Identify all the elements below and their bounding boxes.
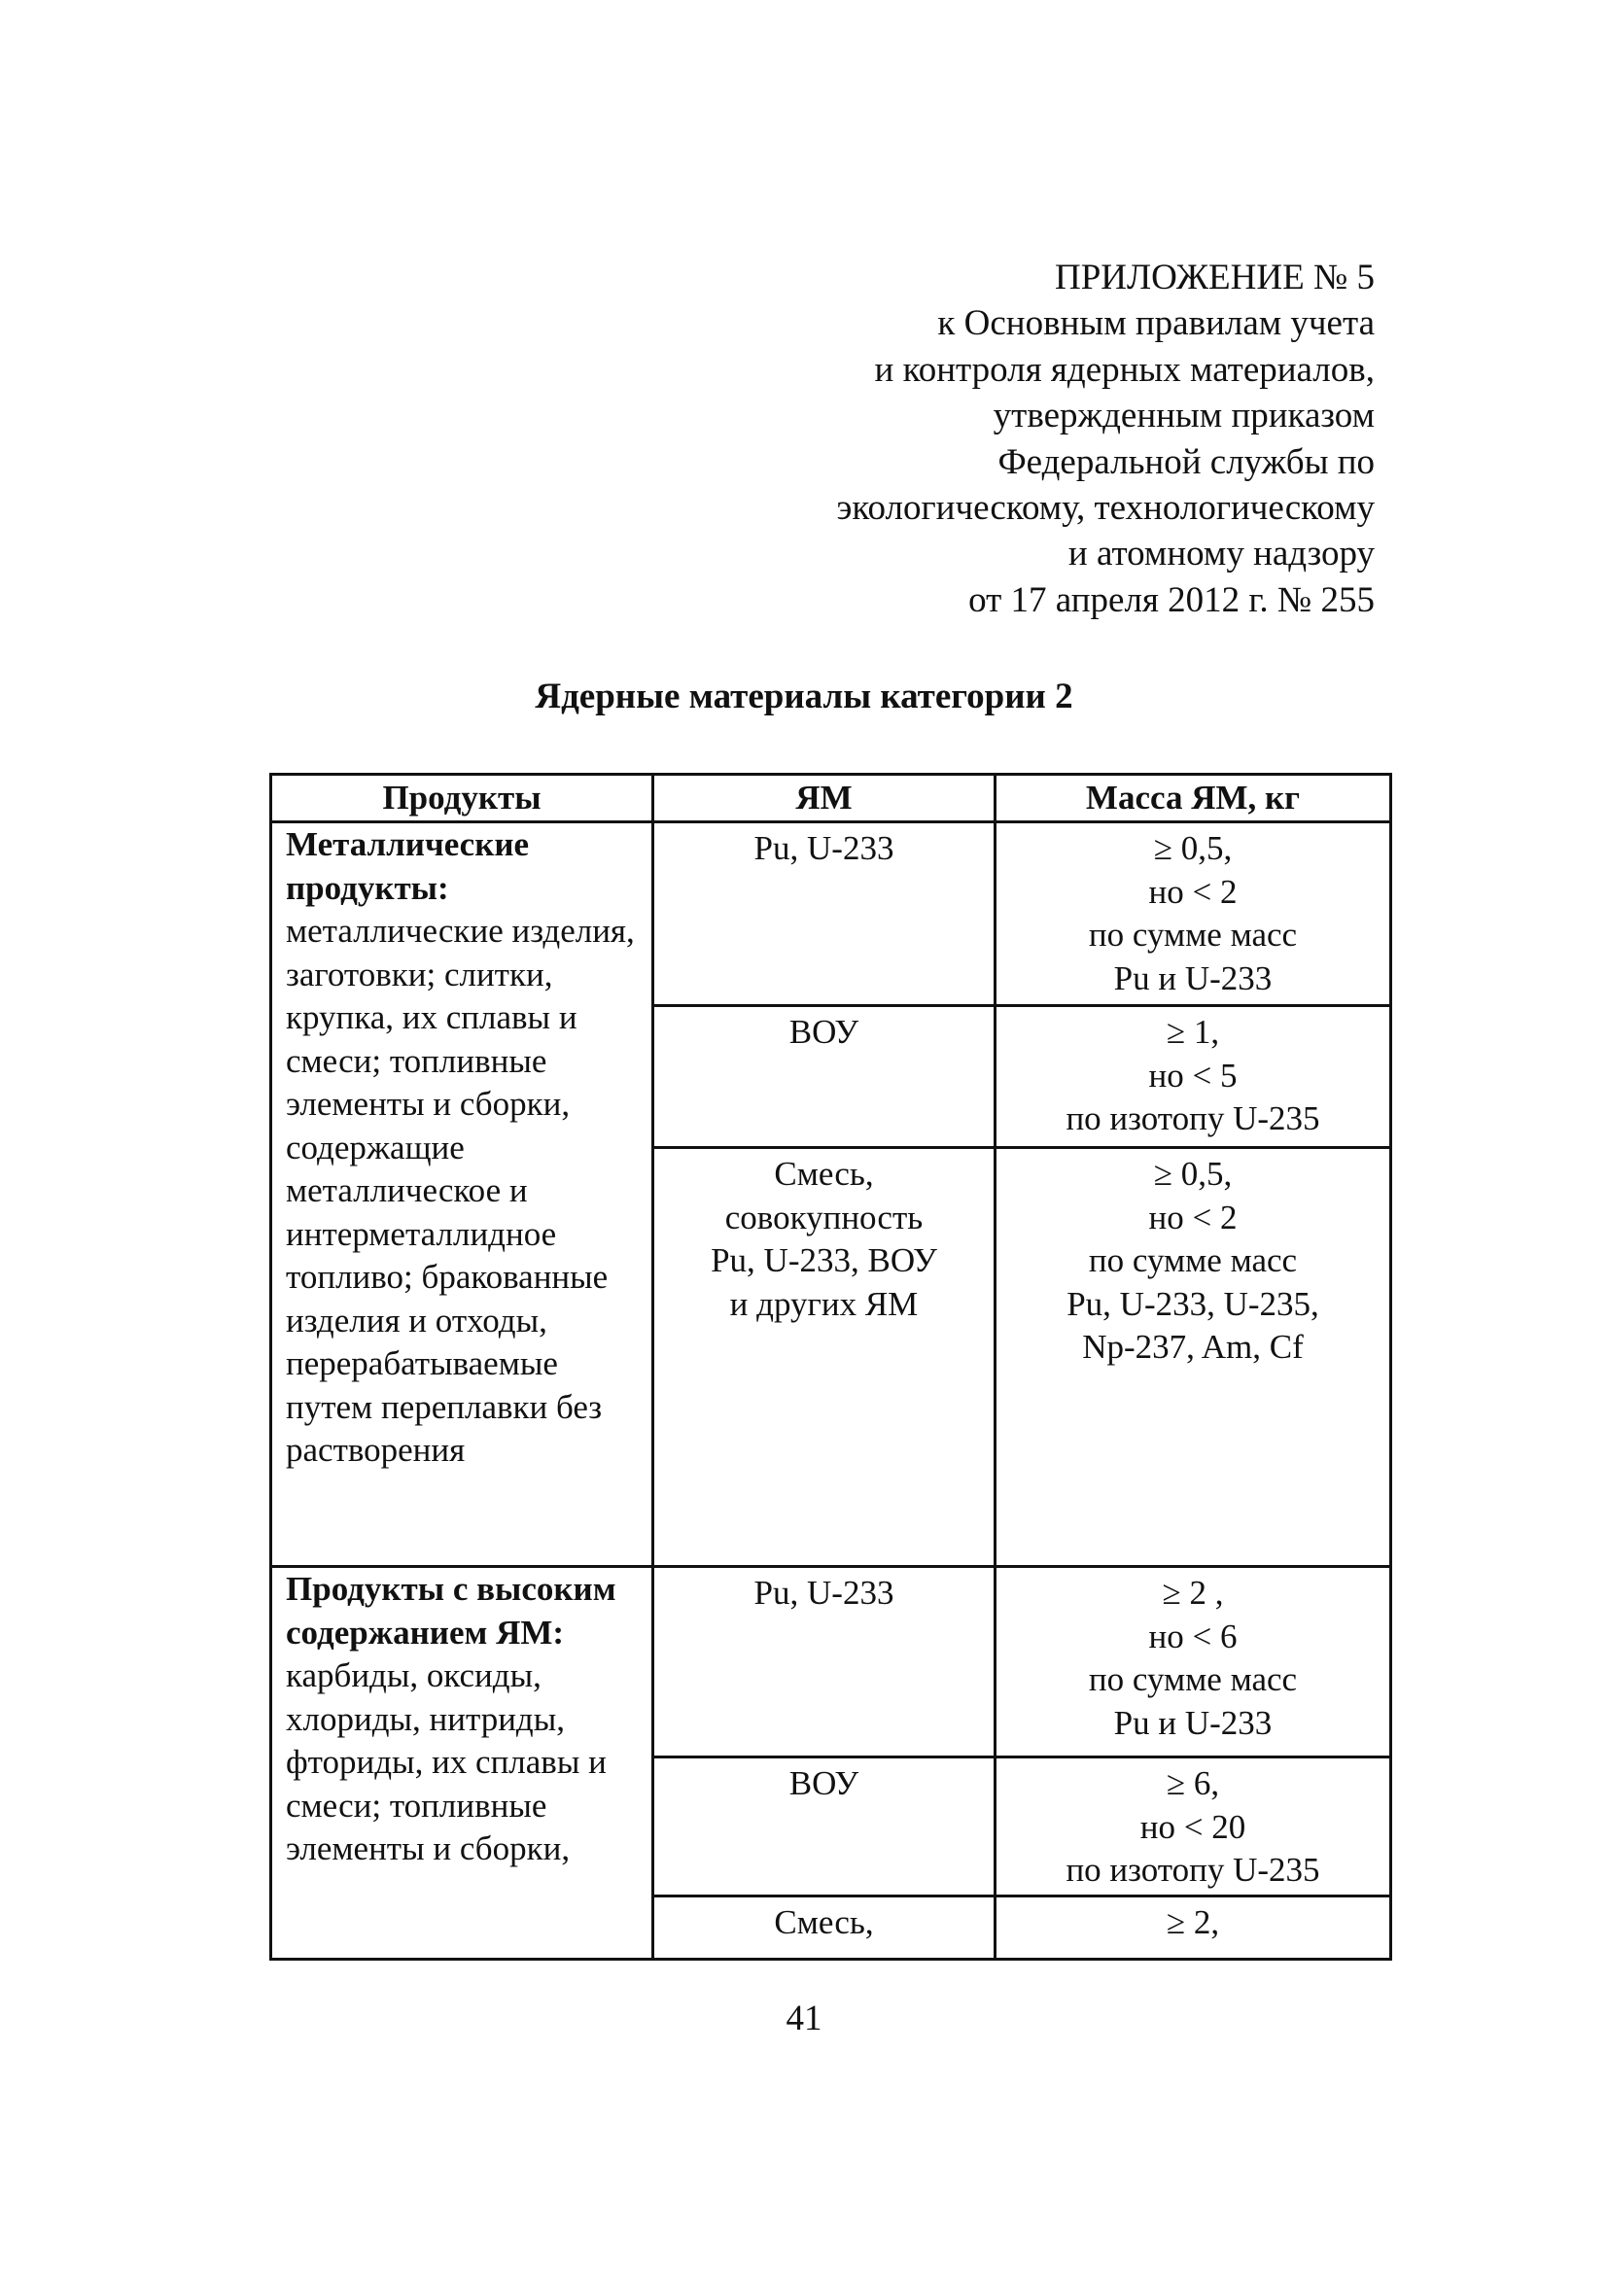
product-group-cell — [271, 822, 653, 1567]
mass-line: ≥ 0,5, — [1153, 1155, 1233, 1193]
page-number: 41 — [786, 1999, 822, 2038]
appendix-line: к Основным правилам учета — [937, 303, 1375, 344]
mass-line: по сумме масс — [1088, 916, 1298, 954]
table-row — [271, 822, 1391, 1006]
mass-line: Pu, U-233, U-235, — [1066, 1284, 1319, 1323]
mass-line: ≥ 2 , — [1162, 1574, 1224, 1612]
page-title: Ядерные материалы категории 2 — [535, 677, 1073, 716]
appendix-line: утвержденным приказом — [993, 396, 1375, 436]
ym-line: Смесь, — [774, 1155, 874, 1193]
mass-cell — [996, 1006, 1391, 1148]
mass-cell — [996, 1567, 1391, 1757]
mass-cell — [996, 1896, 1391, 1959]
ym-line: Pu, U-233 — [753, 1574, 894, 1612]
mass-line: но < 2 — [1148, 1198, 1238, 1236]
ym-cell — [653, 1896, 996, 1959]
mass-line: Pu и U-233 — [1113, 958, 1273, 997]
mass-line: Pu и U-233 — [1113, 1703, 1273, 1742]
product-group-cell — [271, 1567, 653, 1960]
column-header-mass: Масса ЯМ, кг — [996, 775, 1391, 822]
ym-cell — [653, 1567, 996, 1757]
mass-line: ≥ 6, — [1166, 1764, 1220, 1802]
mass-line: Np-237, Am, Cf — [1082, 1328, 1304, 1366]
appendix-line: от 17 апреля 2012 г. № 255 — [968, 579, 1375, 620]
product-group-title: Металлические продукты: — [286, 825, 530, 907]
mass-cell — [996, 1757, 1391, 1896]
mass-line: по изотопу U-235 — [1066, 1099, 1320, 1137]
mass-line: но < 5 — [1148, 1056, 1238, 1095]
ym-line: совокупность — [724, 1198, 924, 1236]
mass-line: по сумме масс — [1088, 1660, 1298, 1698]
table-header-row — [271, 775, 1391, 822]
ym-line: Pu, U-233 — [753, 829, 894, 867]
ym-line: ВОУ — [788, 1764, 859, 1802]
ym-line: ВОУ — [788, 1013, 859, 1051]
mass-line: ≥ 2, — [1166, 1902, 1220, 1941]
appendix-line: и контроля ядерных материалов, — [874, 349, 1375, 390]
mass-line: но < 6 — [1148, 1617, 1238, 1655]
mass-line: но < 2 — [1148, 872, 1238, 911]
appendix-header — [837, 255, 1375, 623]
ym-cell — [653, 1006, 996, 1148]
mass-line: по изотопу U-235 — [1066, 1851, 1320, 1889]
product-group-title: Продукты с высоким содержанием ЯМ: — [286, 1570, 616, 1652]
ym-line: и других ЯМ — [729, 1284, 919, 1323]
mass-cell — [996, 1148, 1391, 1567]
mass-line: ≥ 0,5, — [1153, 829, 1233, 867]
ym-line: Pu, U-233, ВОУ — [711, 1241, 937, 1279]
column-header-products: Продукты — [271, 775, 653, 822]
appendix-line: ПРИЛОЖЕНИЕ № 5 — [1054, 258, 1375, 297]
mass-line: ≥ 1, — [1166, 1013, 1220, 1051]
ym-cell — [653, 822, 996, 1006]
product-group-description: карбиды, оксиды, хлориды, нитриды, фториды, их сплавы и смеси; топливные элементы и сборки, — [286, 1656, 607, 1867]
appendix-line: экологическому, технологическому — [836, 488, 1375, 529]
mass-line: по сумме масс — [1088, 1241, 1298, 1279]
ym-cell — [653, 1757, 996, 1896]
column-header-ym: ЯМ — [653, 775, 996, 822]
ym-line: Смесь, — [774, 1902, 874, 1941]
mass-cell — [996, 822, 1391, 1006]
ym-cell — [653, 1148, 996, 1567]
product-group-description: металлические изделия, заготовки; слитки, крупка, их сплавы и смеси; топливные элементы и сборки, содержащие металлическое и интерметаллидное топливо; бракованные изделия и отходы, перерабатываемые путем переплавки без растворения — [286, 912, 635, 1469]
table-row — [271, 1567, 1391, 1757]
appendix-line: и атомному надзору — [1067, 534, 1375, 574]
nuclear-materials-table — [269, 773, 1392, 1961]
mass-line: но < 20 — [1139, 1807, 1246, 1846]
appendix-line: Федеральной службы по — [997, 441, 1375, 482]
